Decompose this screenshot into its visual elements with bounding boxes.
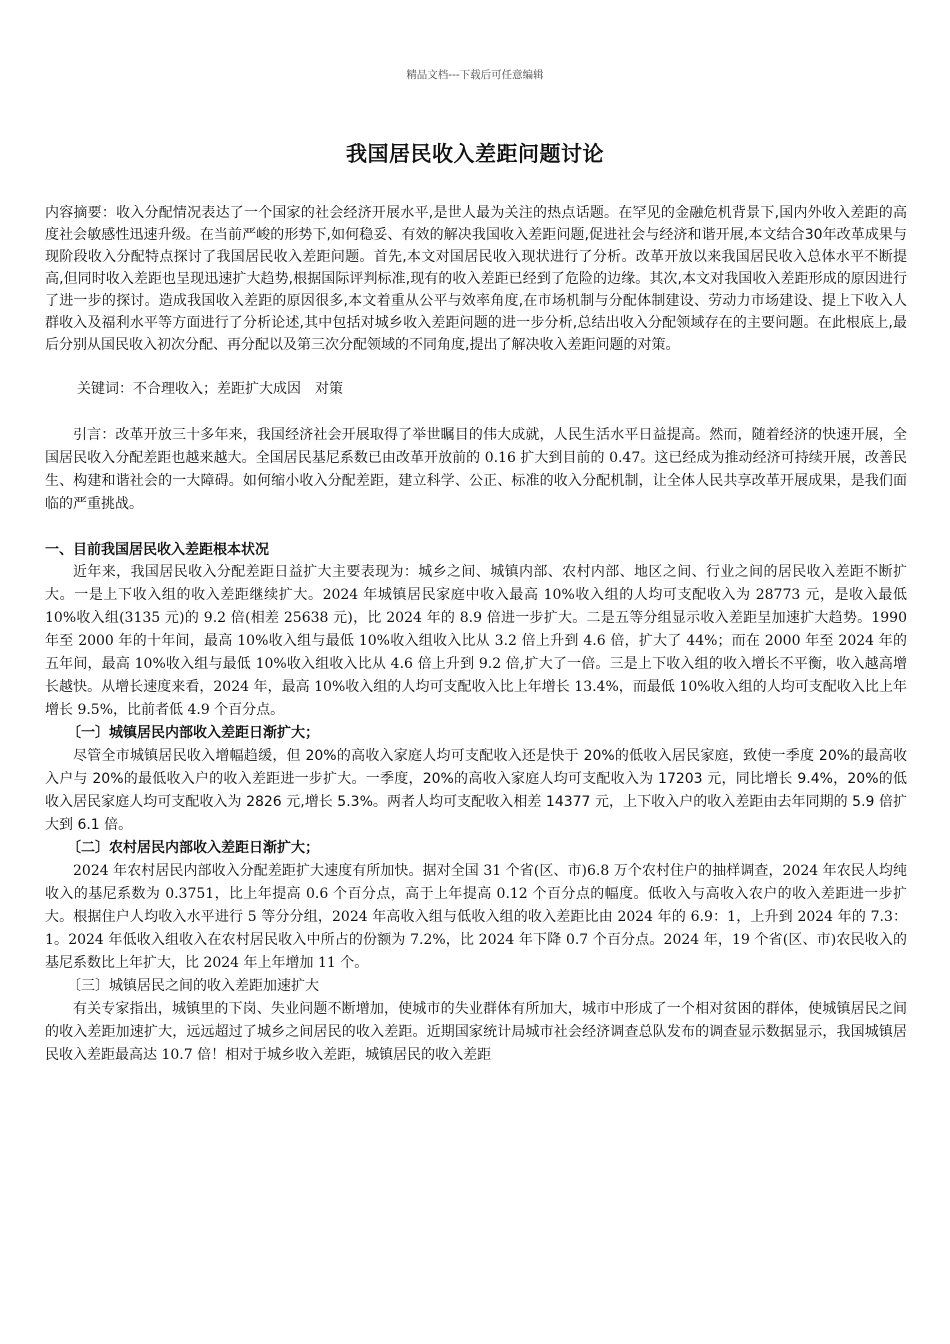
section-paragraph: 近年来，我国居民收入分配差距日益扩大主要表现为：城乡之间、城镇内部、农村内部、地区之间、行业之间的居民收入差距不断扩大。一是上下收入组的收入差距继续扩大。2024 年城镇居民家庭中收入最高 10%收入组的人均可支配收入为 28773 元，是收入最低 10%收入组(3135 元)的 9.2 倍(相差 25638 元)，比 2024 年的 8.9 倍进一步扩大。二是五等分组显示收入差距呈加速扩大趋势。1990 年至 2000 年的十年间，最高 10%收入组与最低 10%收入组收入比从 3.2 倍上升到 4.6 倍，扩大了 44%；而在 2000 年至 2024 年的五年间，最高 10%收入组与最低 10%收入组收入比从 4.6 倍上升到 9.2 倍,扩大了一倍。三是上下收入组的收入增长不平衡，收入越高增长越快。从增长速度来看，2024 年，最高 10%收入组的人均可支配收入比上年增长 13.4%，而最低 10%收入组的人均可支配收入比上年增长 9.5%，比前者低 4.9 个百分点。 [45,564,907,718]
section-heading: 一、目前我国居民收入差距根本状况 [45,542,269,558]
subsection-text-urban: 尽管全市城镇居民收入增幅趋缓，但 20%的高收入家庭人均可支配收入还是快于 20%的低收入居民家庭，致使一季度 20%的最高收入户与 20%的最低收入户的收入差距进一步扩大。一季度，20%的高收入家庭人均可支配收入为 17203 元，同比增长 9.4%，20%的低收入居民家庭人均可支配收入为 2826 元,增长 5.3%。两者人均可支配收入相差 14377 元，上下收入户的收入差距由去年同期的 5.9 倍扩大到 6.1 倍。 [45,748,907,833]
subsection-heading-urban: 〔一〕城镇居民内部收入差距日渐扩大； [67,725,319,741]
header-note: 精品文档---下载后可任意编辑 [406,69,544,81]
subsection-text-rural: 2024 年农村居民内部收入分配差距扩大速度有所加快。据对全国 31 个省(区、市)6.8 万个农村住户的抽样调查，2024 年农民人均纯收入的基尼系数为 0.3751，比上年提高 0.6 个百分点，高于上年提高 0.12 个百分点的幅度。低收入与高收入农户的收入差距进一步扩大。根据住户人均收入水平进行 5 等分分组，2024 年高收入组与低收入组的收入差距比由 2024 年的 6.9：1，上升到 2024 年的 7.3：1。2024 年低收入组收入在农村居民收入中所占的份额为 7.2%，比 2024 年下降 0.7 个百分点。2024 年，19 个省(区、市)农民收入的基尼系数比上年扩大，比 2024 年上年增加 11 个。 [45,863,907,971]
subsection-heading-urban-gap: 〔三〕城镇居民之间的收入差距加速扩大 [67,978,319,994]
document-body [45,202,907,1067]
subsection-text-urban-gap: 有关专家指出，城镇里的下岗、失业问题不断增加，使城市的失业群体有所加大，城市中形成了一个相对贫困的群体，使城镇居民之间的收入差距加速扩大，远远超过了城乡之间居民的收入差距。近期国家统计局城市社会经济调查总队发布的调查显示数据显示，我国城镇居民收入差距最高达 10.7 倍！相对于城乡收入差距，城镇居民的收入差距 [45,1001,907,1063]
abstract-paragraph: 内容摘要：收入分配情况表达了一个国家的社会经济开展水平,是世人最为关注的热点话题。在罕见的金融危机背景下,国内外收入差距的高度社会敏感性迅速升级。在当前严峻的形势下,如何稳妥、有效的解决我国收入差距问题,促进社会与经济和谐开展,本文结合30年改革成果与现阶段收入分配特点探讨了我国居民收入差距问题。首先,本文对国居民收入现状进行了分析。改革开放以来我国居民收入总体水平不断提高,但同时收入差距也呈现迅速扩大趋势,根据国际评判标准,现有的收入差距已经到了危险的边缘。其次,本文对我国收入差距形成的原因进行了进一步的探讨。造成我国收入差距的原因很多,本文着重从公平与效率角度,在市场机制与分配体制建设、劳动力市场建设、提上下收入人群收入及福利水平等方面进行了分析论述,其中包括对城乡收入差距问题的进一步分析,总结出收入分配领域存在的主要问题。在此根底上,最后分别从国民收入初次分配、再分配以及第三次分配领域的不同角度,提出了解决收入差距问题的对策。 [45,205,907,353]
intro-paragraph: 引言：改革开放三十多年来，我国经济社会开展取得了举世瞩目的伟大成就，人民生活水平日益提高。然而，随着经济的快速开展，全国居民收入分配差距也越来越大。全国居民基尼系数已由改革开放前的 0.16 扩大到目前的 0.47。这已经成为推动经济可持续开展，改善民生、构建和谐社会的一大障碍。如何缩小收入分配差距，建立科学、公正、标准的收入分配机制，让全体人民共享改革开展成果，是我们面临的严重挑战。 [45,427,907,512]
subsection-heading-rural: 〔二〕农村居民内部收入差距日渐扩大； [67,840,319,856]
page-title: 我国居民收入差距问题讨论 [346,142,604,166]
keywords-line: 关键词：不合理收入；差距扩大成因 对策 [77,381,343,397]
